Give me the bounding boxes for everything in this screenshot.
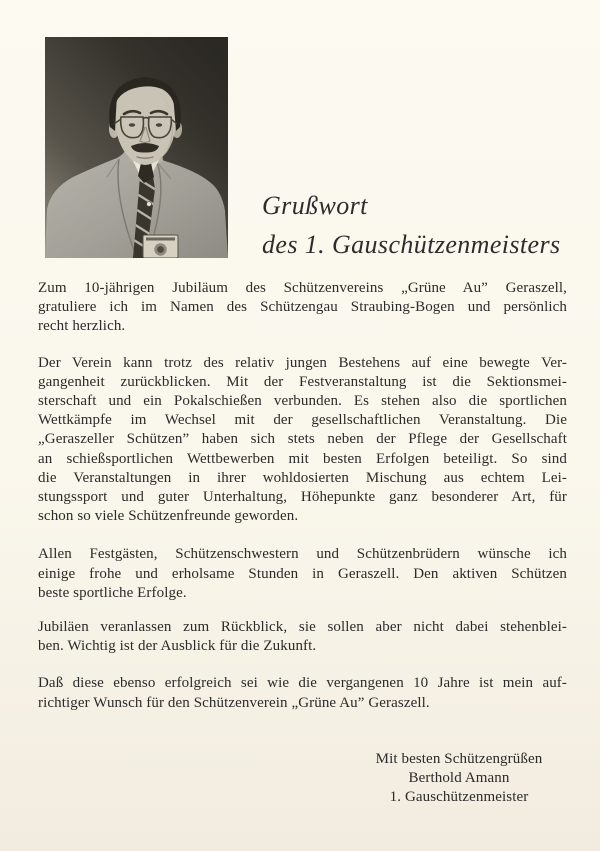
signature-greeting: Mit besten Schützengrüßen <box>375 751 543 767</box>
text-line: „Geraszeller Schützen” haben sich stets neben der Pflege der Gesellschaft <box>38 431 567 448</box>
text-line: Jubiläen veranlassen zum Rückblick, sie sollen aber nicht dabei stehenblei- <box>38 619 567 636</box>
text-line: sterschaft und ein Pokalschießen verbunden. Es stehen also die sportlichen <box>38 393 567 410</box>
text-line: gratuliere ich im Namen des Schützengau Straubing-Bogen und persönlich <box>38 299 567 316</box>
text-line: Allen Festgästen, Schützenschwestern und Schützenbrüdern wünsche ich <box>38 546 567 563</box>
eye-left <box>129 123 135 127</box>
text-line: recht herzlich. <box>38 318 126 335</box>
text-line: Zum 10-jährigen Jubiläum des Schützenvereins „Grüne Au” Geraszell, <box>38 280 567 296</box>
eye-right <box>156 123 162 127</box>
signature-block <box>338 750 580 808</box>
paragraph-3 <box>38 545 567 603</box>
portrait-photo-image <box>45 37 228 258</box>
page-title <box>262 186 561 264</box>
text-line: gangenheit zurückblicken. Mit der Festveranstaltung ist die Sektionsmei- <box>38 373 567 390</box>
signature-role: 1. Gauschützenmeister <box>389 789 529 806</box>
text-line: richtiger Wunsch für den Schützenverein „Grüne Au” Geraszell. <box>38 694 430 711</box>
text-line: Wettkämpfe im Wechsel mit der gesellschaftlichen Veranstaltung. Die <box>38 412 567 429</box>
text-line: einige frohe und erholsame Stunden in Geraszell. Den aktiven Schützen <box>38 565 567 582</box>
text-line: Der Verein kann trotz des relativ jungen Bestehens auf eine bewegte Ver- <box>38 354 567 371</box>
club-badge <box>143 235 178 258</box>
paragraph-4 <box>38 618 567 656</box>
paragraph-5 <box>38 674 567 712</box>
text-line: stungssport und guter Unterhaltung, Höhepunkte ganz besonderer Art, für <box>38 489 567 506</box>
text-line: Daß diese ebenso erfolgreich sei wie die vergangenen 10 Jahre ist mein auf- <box>38 675 567 692</box>
body-text <box>38 279 567 713</box>
text-line: schon so viele Schützenfreunde geworden. <box>38 508 299 525</box>
text-line: ben. Wichtig ist der Ausblick für die Zukunft. <box>38 638 317 655</box>
title-line-2: des 1. Gauschützenmeisters <box>262 230 561 259</box>
paragraph-2 <box>38 354 567 527</box>
paragraph-1 <box>38 279 567 337</box>
text-line: beste sportliche Erfolge. <box>38 584 187 601</box>
text-line: die Veranstaltungen in ihrer wohldosierten Mischung aus echtem Lei- <box>38 469 567 486</box>
title-line-1: Grußwort <box>262 191 368 220</box>
portrait-photo <box>45 37 228 258</box>
text-line: an schießsportlichen Wettbewerben mit besten Erfolgen beteiligt. So sind <box>38 450 567 467</box>
lapel-pin <box>147 202 152 207</box>
signature-name: Berthold Amann <box>408 770 510 787</box>
